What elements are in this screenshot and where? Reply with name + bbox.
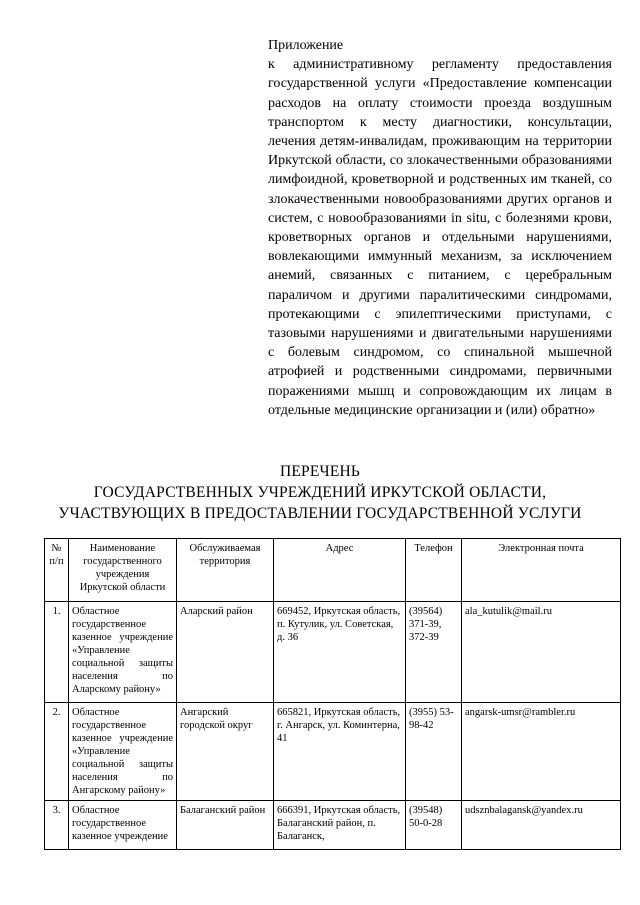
appendix-heading: Приложение: [268, 38, 344, 53]
institutions-table: [44, 538, 621, 850]
phone: (39548) 50-0-28: [406, 801, 462, 850]
territory: Ангарский городской округ: [177, 703, 274, 801]
table-header-row: [45, 539, 621, 602]
document-subtitle-line1: ГОСУДАРСТВЕННЫХ УЧРЕЖДЕНИЙ ИРКУТСКОЙ ОБЛАСТИ,: [93, 484, 547, 501]
email: ala_kutulik@mail.ru: [462, 602, 621, 703]
document-title: ПЕРЕЧЕНЬ: [280, 463, 360, 480]
institution-name: Областное государственное казенное учреждение «Управление социальной защиты населения по Ангарскому району»: [69, 703, 177, 801]
header-phone: Телефон: [406, 539, 462, 602]
header-num: № п/п: [45, 539, 69, 602]
table-row: [45, 703, 621, 801]
address: 666391, Иркутская область, Балаганский район, п. Балаганск,: [274, 801, 406, 850]
territory: Аларский район: [177, 602, 274, 703]
document-subtitle-line2: УЧАСТВУЮЩИХ В ПРЕДОСТАВЛЕНИИ ГОСУДАРСТВЕННОЙ УСЛУГИ: [58, 505, 582, 522]
phone: (3955) 53-98-42: [406, 703, 462, 801]
address: 665821, Иркутская область, г. Ангарск, ул. Коминтерна, 41: [274, 703, 406, 801]
row-number: 1.: [45, 602, 69, 703]
address: 669452, Иркутская область, п. Кутулик, ул. Советская, д. 36: [274, 602, 406, 703]
phone: (39564) 371-39, 372-39: [406, 602, 462, 703]
email: udsznbalagansk@yandex.ru: [462, 801, 621, 850]
institution-name: Областное государственное казенное учреждение «Управление социальной защиты населения по Аларскому району»: [69, 602, 177, 703]
row-number: 3.: [45, 801, 69, 850]
row-number: 2.: [45, 703, 69, 801]
header-address: Адрес: [274, 539, 406, 602]
header-territory: Обслуживаемая территория: [177, 539, 274, 602]
header-email: Электронная почта: [462, 539, 621, 602]
table-row: [45, 602, 621, 703]
table-row: [45, 801, 621, 850]
institution-name: Областное государственное казенное учреждение: [69, 801, 177, 850]
email: angarsk-umsr@rambler.ru: [462, 703, 621, 801]
header-name: Наименование государственного учреждения Иркутской области: [69, 539, 177, 602]
appendix-block: [268, 36, 612, 420]
territory: Балаганский район: [177, 801, 274, 850]
appendix-text: к административному регламенту предоставления государственной услуги «Предоставление компенсации расходов на оплату стоимости проезда воздушным транспортом к месту диагностики, консультации, лечения детям-инвалидам, проживающим на территории Иркутской области, со злокачественными образованиями лимфоидной, кроветворной и родственных им тканей, со злокачественными новообразованиями других органов и систем, с новообразованиями in situ, с болезнями крови, кроветворных органов и отдельными нарушениями, вовлекающими иммунный механизм, за исключением анемий, связанных с питанием, с церебральным параличом и другими паралитическими синдромами, протекающими с эпилептическими приступами, с тазовыми нарушениями и двигательными нарушениями с болевым синдромом, со спинальной мышечной атрофией и родственными синдромами, первичными поражениями мышц и сопровождающим их лицам в отдельные медицинские организации и (или) обратно»: [268, 57, 612, 418]
